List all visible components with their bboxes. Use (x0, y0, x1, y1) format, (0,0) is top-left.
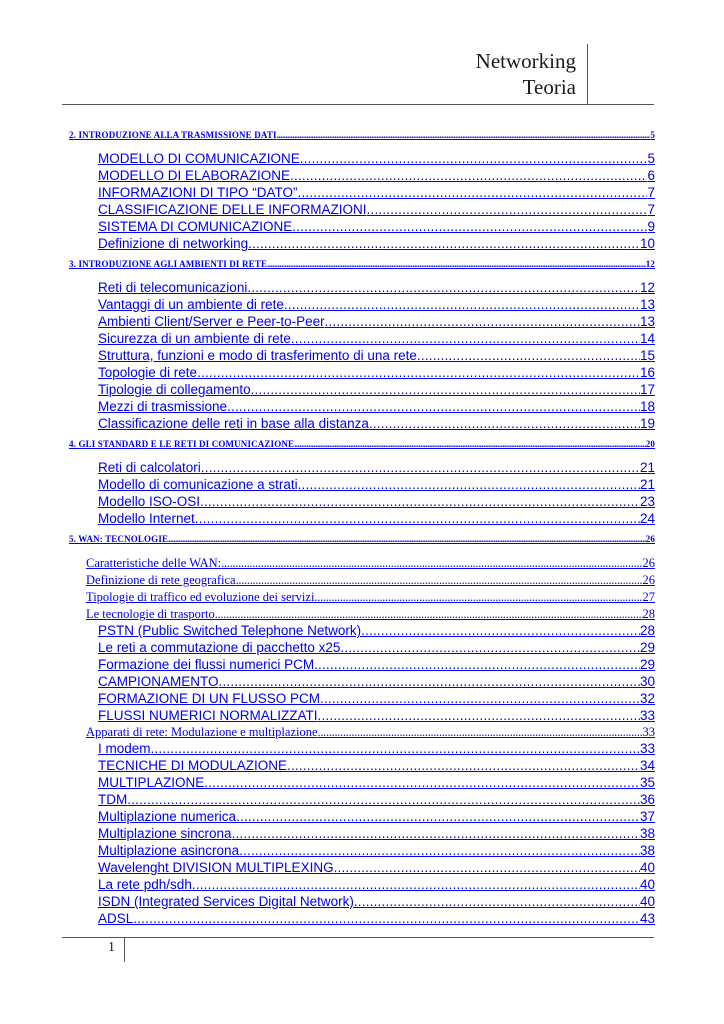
toc-entry-page: 28 (639, 623, 655, 638)
toc-entry-page: 9 (647, 219, 655, 234)
toc-entry-page: 38 (639, 826, 655, 841)
toc-dot-leader (267, 259, 646, 269)
toc-entry-page: 20 (645, 439, 655, 449)
toc-entry[interactable] (98, 460, 655, 475)
toc-entry[interactable] (98, 151, 655, 166)
toc-entry[interactable] (98, 640, 655, 655)
toc-dot-leader (215, 607, 643, 622)
toc-entry[interactable] (98, 877, 655, 892)
toc-entry-page: 33 (639, 741, 655, 756)
toc-entry-page: 43 (639, 911, 655, 926)
header-divider (62, 104, 654, 105)
toc-entry-title: Reti di calcolatori (98, 460, 201, 475)
toc-dot-leader (201, 460, 640, 475)
toc-entry[interactable] (98, 416, 655, 431)
toc-entry-page: 27 (642, 590, 655, 604)
toc-entry-title: Multiplazione numerica (98, 809, 237, 824)
header-divider-vertical (587, 44, 588, 104)
toc-entry[interactable] (98, 297, 655, 312)
toc-entry-page: 35 (639, 775, 655, 790)
toc-dot-leader (314, 590, 642, 605)
toc-dot-leader (298, 185, 648, 200)
toc-dot-leader (320, 691, 640, 706)
toc-entry-title: SISTEMA DI COMUNICAZIONE (98, 219, 293, 234)
toc-entry-page: 38 (639, 843, 655, 858)
toc-entry-title: Vantaggi di un ambiente di rete (98, 297, 284, 312)
toc-entry-title: Multiplazione sincrona (98, 826, 232, 841)
toc-entry[interactable] (98, 741, 655, 756)
toc-dot-leader (236, 573, 643, 588)
toc-dot-leader (290, 168, 647, 183)
toc-entry-title: Multiplazione asincrona (98, 843, 240, 858)
toc-entry-page: 29 (639, 640, 655, 655)
toc-entry[interactable] (98, 477, 655, 492)
toc-entry-page: 37 (639, 809, 655, 824)
toc-entry[interactable] (86, 607, 655, 622)
toc-entry-page: 34 (639, 758, 655, 773)
toc-entry[interactable] (98, 185, 655, 200)
toc-entry-title: Modello ISO-OSI (98, 494, 201, 509)
toc-entry-title: Modello Internet (98, 511, 195, 526)
toc-entry-title: Le tecnologie di trasporto (86, 607, 215, 621)
toc-entry-page: 28 (642, 607, 655, 621)
toc-entry[interactable] (98, 280, 655, 295)
toc-entry-page: 19 (639, 416, 655, 431)
toc-dot-leader (417, 348, 640, 363)
toc-entry-page: 40 (639, 894, 655, 909)
toc-entry-page: 33 (639, 708, 655, 723)
toc-entry[interactable] (98, 236, 655, 251)
toc-dot-leader (204, 775, 640, 790)
toc-entry[interactable] (98, 894, 655, 909)
toc-entry-page: 40 (639, 877, 655, 892)
document-header-title (476, 48, 576, 100)
toc-entry-page: 24 (639, 511, 655, 526)
toc-entry-title: INFORMAZIONI DI TIPO “DATO” (98, 185, 298, 200)
toc-dot-leader (340, 640, 640, 655)
toc-dot-leader (361, 623, 640, 638)
toc-entry-page: 15 (639, 348, 655, 363)
toc-entry-page: 26 (642, 573, 655, 587)
toc-entry-title: La rete pdh/sdh (98, 877, 192, 892)
toc-entry-title: Ambienti Client/Server e Peer-to-Peer (98, 314, 325, 329)
toc-entry[interactable] (98, 511, 655, 526)
header-title-line1: Networking (475, 49, 576, 73)
toc-entry-title: MODELLO DI COMUNICAZIONE (98, 151, 300, 166)
toc-dot-leader (236, 809, 640, 824)
toc-entry-title: Tipologie di collegamento (98, 382, 251, 397)
toc-entry-title: FLUSSI NUMERICI NORMALIZZATI (98, 708, 318, 723)
toc-entry[interactable] (98, 860, 655, 875)
toc-dot-leader (195, 511, 640, 526)
toc-dot-leader (197, 365, 640, 380)
toc-entry-title: Modello di comunicazione a strati (98, 477, 298, 492)
toc-entry[interactable] (98, 911, 655, 926)
toc-entry-page: 36 (639, 792, 655, 807)
toc-entry-title: PSTN (Public Switched Telephone Network) (98, 623, 362, 638)
toc-entry-title: Definizione di networking (98, 236, 249, 251)
toc-entry-title: ISDN (Integrated Services Digital Network) (98, 894, 354, 909)
toc-dot-leader (318, 725, 643, 740)
toc-dot-leader (294, 439, 646, 449)
toc-entry[interactable] (86, 573, 655, 588)
toc-entry-title: Wavelenght DIVISION MULTIPLEXING (98, 860, 334, 875)
toc-entry-title: I modem (98, 741, 151, 756)
toc-entry-title: TECNICHE DI MODULAZIONE (98, 758, 288, 773)
toc-entry[interactable] (98, 792, 655, 807)
toc-entry[interactable] (69, 259, 655, 269)
toc-entry-title: 5. WAN: TECNOLOGIE (69, 534, 169, 544)
toc-entry-page: 23 (639, 494, 655, 509)
toc-entry[interactable] (98, 331, 655, 346)
toc-entry[interactable] (98, 365, 655, 380)
toc-entry-title: FORMAZIONE DI UN FLUSSO PCM (98, 691, 321, 706)
toc-entry[interactable] (98, 623, 655, 638)
toc-dot-leader (200, 494, 640, 509)
toc-entry-title: TDM (98, 792, 128, 807)
footer-divider (62, 937, 654, 938)
toc-dot-leader (292, 219, 647, 234)
toc-entry[interactable] (98, 843, 655, 858)
toc-dot-leader (251, 382, 640, 397)
toc-entry[interactable] (98, 348, 655, 363)
toc-entry[interactable] (98, 219, 655, 234)
toc-entry-page: 33 (642, 725, 655, 739)
toc-entry[interactable] (98, 691, 655, 706)
toc-entry-page: 21 (639, 477, 655, 492)
toc-entry-title: CAMPIONAMENTO (98, 674, 219, 689)
toc-dot-leader (298, 477, 640, 492)
toc-entry-title: 2. INTRODUZIONE ALLA TRASMISSIONE DATI (69, 130, 277, 140)
toc-dot-leader (284, 297, 640, 312)
toc-entry-title: MULTIPLAZIONE (98, 775, 205, 790)
toc-entry-page: 7 (647, 202, 655, 217)
toc-entry-title: MODELLO DI ELABORAZIONE (98, 168, 291, 183)
toc-entry-page: 30 (639, 674, 655, 689)
toc-dot-leader (219, 674, 640, 689)
toc-entry[interactable] (86, 725, 655, 740)
toc-dot-leader (318, 708, 640, 723)
toc-entry-page: 13 (639, 314, 655, 329)
toc-entry-title: Sicurezza di un ambiente di rete (98, 331, 291, 346)
toc-dot-leader (247, 280, 640, 295)
toc-entry-title: Topologie di rete (98, 365, 198, 380)
toc-dot-leader (369, 416, 640, 431)
header-title-line2: Teoria (522, 75, 576, 99)
toc-entry-page: 7 (647, 185, 655, 200)
toc-entry[interactable] (98, 657, 655, 672)
toc-dot-leader (354, 894, 640, 909)
toc-dot-leader (168, 534, 646, 544)
toc-entry[interactable] (86, 590, 655, 605)
toc-entry-page: 26 (645, 534, 655, 544)
toc-entry-page: 29 (639, 657, 655, 672)
toc-dot-leader (151, 741, 640, 756)
toc-entry-title: Reti di telecomunicazioni (98, 280, 248, 295)
toc-entry-title: Caratteristiche delle WAN: (86, 556, 222, 570)
toc-entry[interactable] (98, 826, 655, 841)
toc-dot-leader (133, 911, 640, 926)
page-number: 1 (108, 940, 115, 955)
toc-entry[interactable] (98, 809, 655, 824)
toc-entry[interactable] (98, 399, 655, 414)
toc-entry-title: CLASSIFICAZIONE DELLE INFORMAZIONI (98, 202, 367, 217)
toc-entry-title: Formazione dei flussi numerici PCM (98, 657, 315, 672)
toc-dot-leader (325, 314, 640, 329)
toc-entry-title: Classificazione delle reti in base alla distanza (98, 416, 369, 431)
toc-entry-title: Le reti a commutazione di pacchetto x25 (98, 640, 341, 655)
toc-dot-leader (127, 792, 640, 807)
toc-entry-page: 21 (639, 460, 655, 475)
toc-entry[interactable] (86, 556, 655, 571)
toc-entry-title: 4. GLI STANDARD E LE RETI DI COMUNICAZIONE (69, 439, 295, 449)
toc-entry-page: 16 (639, 365, 655, 380)
toc-entry-page: 13 (639, 297, 655, 312)
toc-entry-page: 40 (639, 860, 655, 875)
toc-dot-leader (287, 758, 640, 773)
toc-dot-leader (277, 130, 651, 140)
toc-entry[interactable] (98, 708, 655, 723)
toc-entry-page: 6 (647, 168, 655, 183)
toc-entry[interactable] (98, 202, 655, 217)
toc-entry-page: 26 (642, 556, 655, 570)
toc-entry-page: 5 (647, 151, 655, 166)
toc-entry-page: 18 (639, 399, 655, 414)
toc-entry-title: Mezzi di trasmissione (98, 399, 228, 414)
toc-dot-leader (192, 877, 640, 892)
toc-dot-leader (314, 657, 640, 672)
toc-entry[interactable] (98, 674, 655, 689)
toc-dot-leader (300, 151, 648, 166)
toc-entry[interactable] (98, 775, 655, 790)
toc-entry-title: Apparati di rete: Modulazione e multiplazione (86, 725, 318, 739)
toc-entry[interactable] (98, 314, 655, 329)
toc-dot-leader (232, 826, 640, 841)
toc-entry[interactable] (98, 758, 655, 773)
toc-dot-leader (367, 202, 648, 217)
toc-dot-leader (334, 860, 640, 875)
toc-entry-title: Tipologie di traffico ed evoluzione dei servizi (86, 590, 315, 604)
toc-entry-page: 32 (639, 691, 655, 706)
toc-entry-title: ADSL (98, 911, 134, 926)
toc-entry[interactable] (98, 168, 655, 183)
toc-entry-title: Struttura, funzioni e modo di trasferimento di una rete (98, 348, 417, 363)
toc-entry-title: 3. INTRODUZIONE AGLI AMBIENTI DI RETE (69, 259, 268, 269)
toc-entry-page: 12 (645, 259, 655, 269)
toc-entry[interactable] (98, 494, 655, 509)
footer-divider-vertical (124, 938, 125, 962)
toc-entry-page: 10 (639, 236, 655, 251)
toc-entry-page: 17 (639, 382, 655, 397)
toc-dot-leader (248, 236, 640, 251)
toc-entry[interactable] (69, 130, 655, 140)
toc-entry-page: 5 (650, 130, 655, 140)
toc-dot-leader (239, 843, 640, 858)
toc-dot-leader (221, 556, 642, 571)
toc-entry[interactable] (98, 382, 655, 397)
toc-entry[interactable] (69, 534, 655, 544)
toc-entry-title: Definizione di rete geografica (86, 573, 236, 587)
toc-dot-leader (291, 331, 640, 346)
toc-entry-page: 14 (639, 331, 655, 346)
toc-entry-page: 12 (639, 280, 655, 295)
toc-dot-leader (227, 399, 640, 414)
toc-entry[interactable] (69, 439, 655, 449)
